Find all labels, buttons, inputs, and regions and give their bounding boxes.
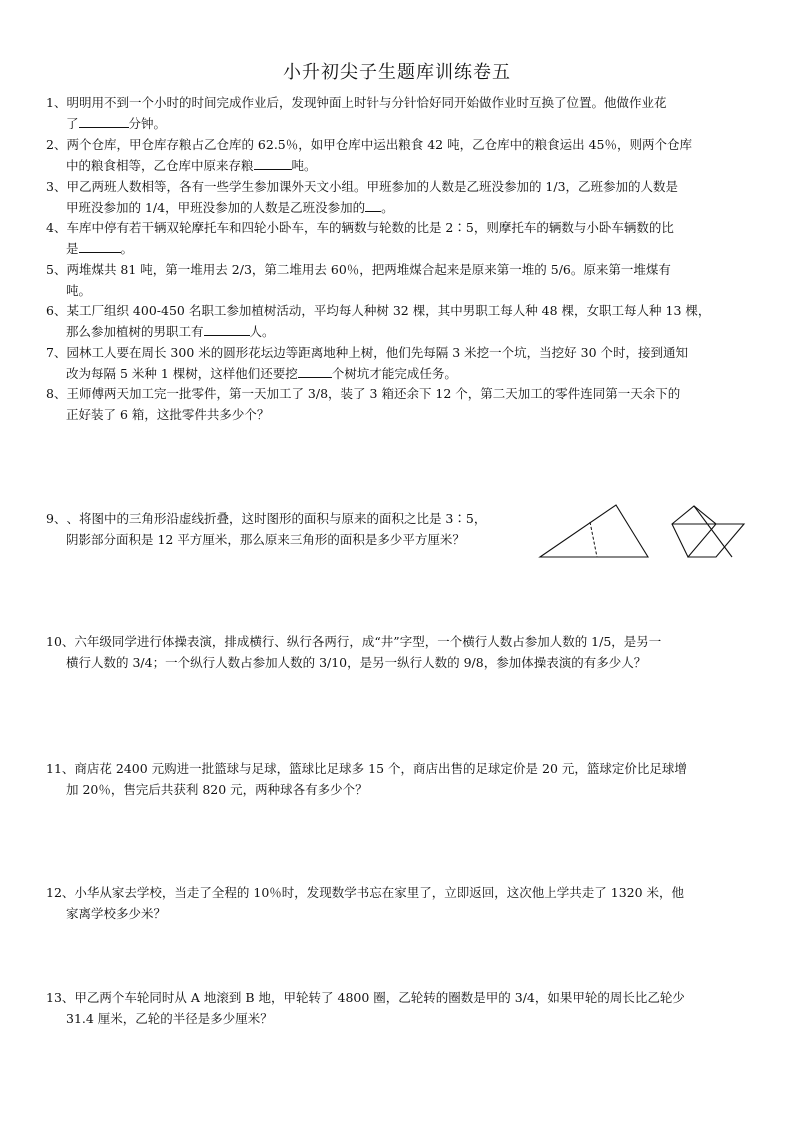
question-text: 两堆煤共 81 吨，第一堆用去 2/3，第二堆用去 60％，把两堆煤合起来是原来第一堆的 5/6。原来第一堆煤有: [66, 262, 671, 277]
question-text: 加 20％，售完后共获利 820 元，两种球各有多少个？: [66, 782, 368, 797]
question-text: 阴影部分面积是 12 平方厘米，那么原来三角形的面积是多少平方厘米？: [66, 532, 465, 547]
question-text: 个树坑才能完成任务。: [331, 366, 457, 381]
question-text: 甲乙两班人数相等，各有一些学生参加课外天文小组。甲班参加的人数是乙班没参加的 1/3，乙班参加的人数是: [66, 179, 679, 194]
answer-blank: [365, 197, 381, 212]
question-text: 六年级同学进行体操表演，排成横行、纵行各两行，成“井”字型，一个横行人数占参加人数的 1/5，是另一: [74, 634, 662, 649]
question-number: 1、: [46, 95, 67, 110]
question-text: 中的粮食相等，乙仓库中原来存粮: [66, 158, 254, 173]
question-8: [46, 383, 754, 425]
question-number: 7、: [46, 345, 67, 360]
question-number: 4、: [46, 220, 67, 235]
question-number: 6、: [46, 303, 67, 318]
question-text: 。: [120, 241, 134, 256]
question-text: 是: [66, 241, 79, 256]
question-number: 2、: [46, 137, 67, 152]
question-text: 、将图中的三角形沿虚线折叠，这时图形的面积与原来的面积之比是 3∶5，: [66, 511, 487, 526]
question-text: 那么参加植树的男职工有: [66, 324, 204, 339]
question-text: 横行人数的 3/4；一个纵行人数占参加人数的 3/10，是另一纵行人数的 9/8，参加体操表演的有多少人？: [66, 655, 647, 670]
folded-shape-right: [672, 524, 744, 557]
question-5: [46, 259, 754, 301]
page-title: 小升初尖子生题库训练卷五: [283, 62, 511, 83]
fold-line: [590, 522, 597, 557]
question-7: [46, 342, 754, 384]
question-6: [46, 300, 754, 342]
question-number: 11、: [46, 761, 75, 776]
question-text: 家离学校多少米？: [66, 906, 167, 921]
question-number: 9、: [46, 511, 67, 526]
question-text: 人。: [249, 324, 275, 339]
folded-edge: [694, 506, 732, 557]
question-4: [46, 217, 754, 259]
question-12: [46, 882, 754, 924]
question-text: 改为每隔 5 米种 1 棵树，这样他们还要挖: [66, 366, 298, 381]
question-text: 王师傅两天加工完一批零件，第一天加工了 3/8，装了 3 箱还余下 12 个，第二天加工的零件连同第一天余下的: [66, 386, 681, 401]
question-text: 分钟。: [128, 116, 167, 131]
original-triangle: [540, 505, 648, 557]
question-text: 甲乙两个车轮同时从 A 地滚到 B 地，甲轮转了 4800 圈，乙轮转的圈数是甲的 3/4，如果甲轮的周长比乙轮少: [74, 990, 685, 1005]
question-9: [46, 508, 516, 550]
question-number: 12、: [46, 885, 75, 900]
answer-blank: [79, 113, 129, 128]
question-number: 10、: [46, 634, 75, 649]
folded-shape-left: [672, 506, 716, 557]
question-text: 正好装了 6 箱，这批零件共多少个？: [66, 407, 270, 422]
question-number: 3、: [46, 179, 67, 194]
question-text: 明明用不到一个小时的时间完成作业后，发现钟面上时针与分针恰好同开始做作业时互换了位置。他做作业花: [66, 95, 667, 110]
answer-blank: [298, 363, 332, 378]
question-number: 13、: [46, 990, 75, 1005]
question-text: 园林工人要在周长 300 米的圆形花坛边等距离地种上树，他们先每隔 3 米挖一个坑，当挖好 30 个时，接到通知: [66, 345, 689, 360]
question-11: [46, 758, 754, 800]
question-text: 吨。: [66, 283, 92, 298]
triangle-figure: [538, 502, 650, 560]
question-text: 吨。: [291, 158, 317, 173]
answer-blank: [79, 238, 121, 253]
question-text: 两个仓库，甲仓库存粮占乙仓库的 62.5％，如甲仓库中运出粮食 42 吨，乙仓库中的粮食运出 45％，则两个仓库: [66, 137, 692, 152]
question-number: 5、: [46, 262, 67, 277]
question-text: 车库中停有若干辆双轮摩托车和四轮小卧车，车的辆数与轮数的比是 2∶5，则摩托车的辆数与小卧车辆数的比: [66, 220, 674, 235]
question-text: 31.4 厘米，乙轮的半径是多少厘米？: [66, 1011, 273, 1026]
answer-blank: [254, 155, 292, 170]
question-2: [46, 134, 754, 176]
answer-blank: [204, 321, 250, 336]
question-text: 了: [66, 116, 79, 131]
question-text: 。: [381, 200, 394, 215]
question-3: [46, 176, 754, 218]
question-text: 小华从家去学校，当走了全程的 10％时，发现数学书忘在家里了，立即返回，这次他上学共走了 1320 米，他: [74, 885, 685, 900]
question-13: [46, 987, 754, 1029]
folded-triangle-figure: [668, 502, 746, 560]
question-1: [46, 92, 754, 134]
question-10: [46, 631, 754, 673]
question-text: 商店花 2400 元购进一批篮球与足球，篮球比足球多 15 个，商店出售的足球定价是 20 元，篮球定价比足球增: [74, 761, 687, 776]
question-text: 某工厂组织 400-450 名职工参加植树活动，平均每人种树 32 棵，其中男职工每人种 48 棵，女职工每人种 13 棵，: [66, 303, 711, 318]
question-text: 甲班没参加的 1/4，甲班没参加的人数是乙班没参加的: [66, 200, 366, 215]
question-number: 8、: [46, 386, 67, 401]
